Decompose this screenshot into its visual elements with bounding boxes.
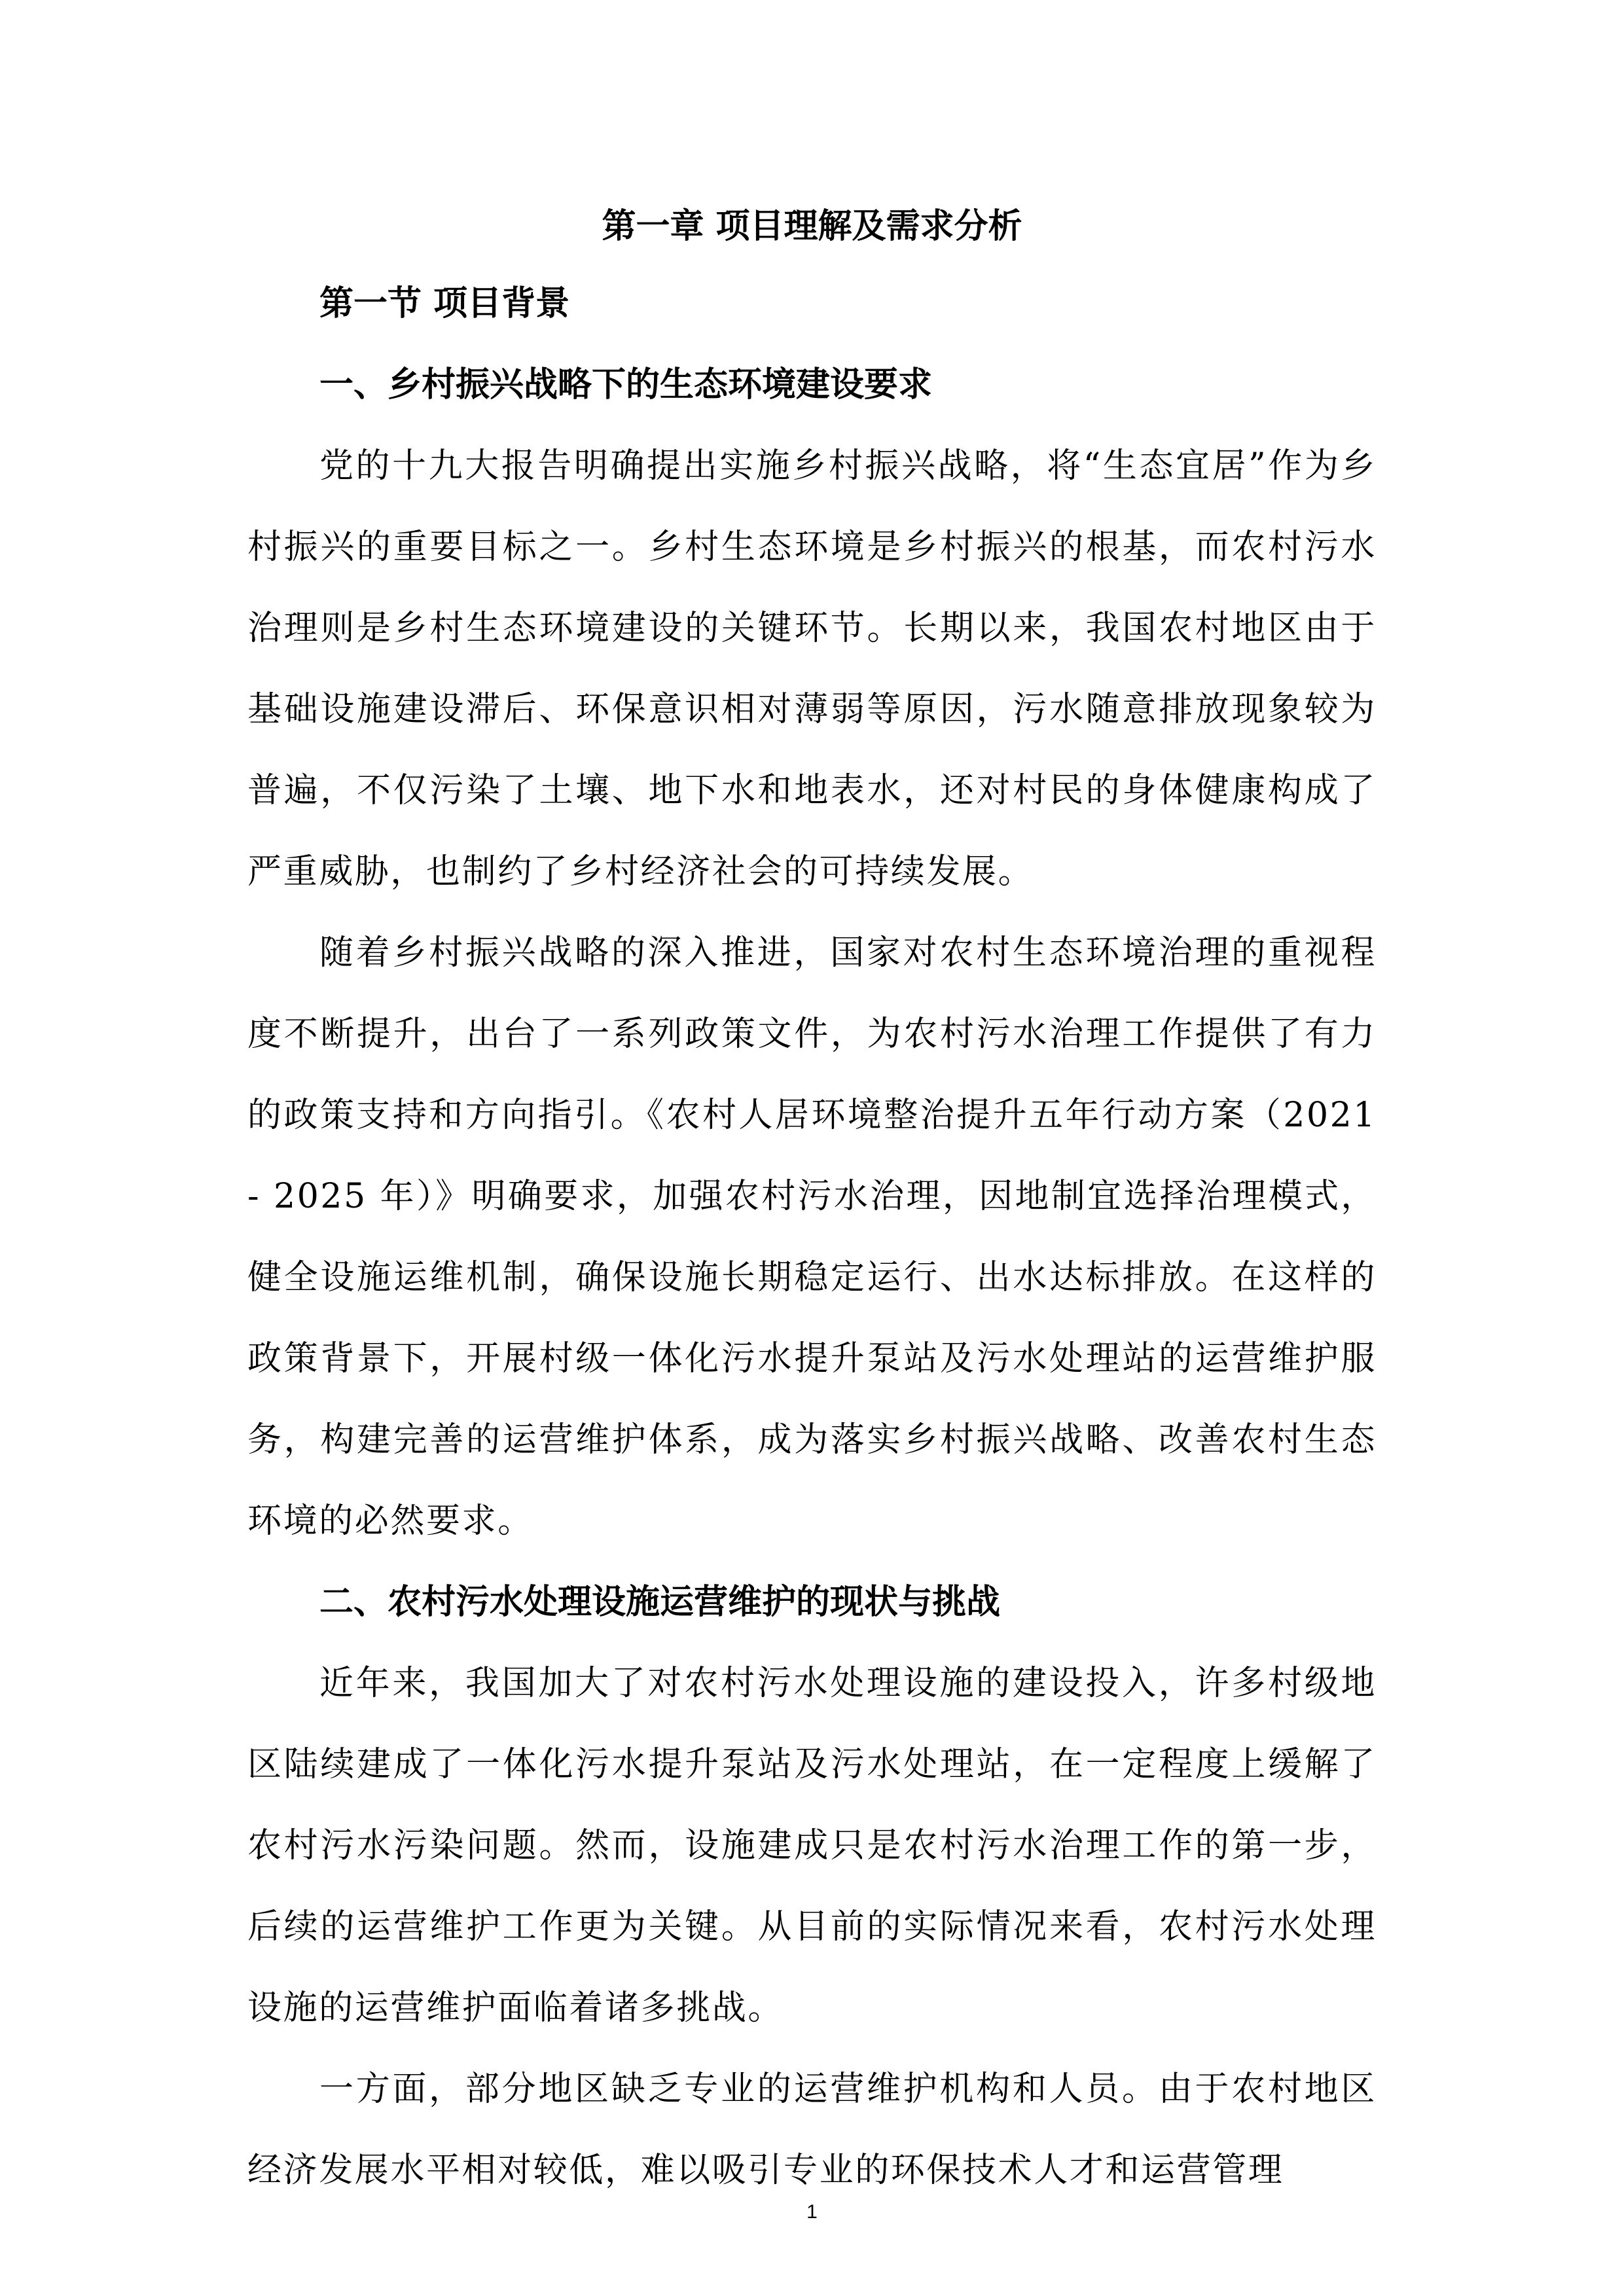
paragraph: 一方面，部分地区缺乏专业的运营维护机构和人员。由于农村地区经济发展水平相对较低，难以吸引专业的环保技术人才和运营管理 (247, 2070, 1377, 2190)
section-title: 第一节 项目背景 (319, 283, 570, 323)
page-content (247, 190, 1377, 2211)
subsection-heading-2: 二、农村污水处理设施运营维护的现状与挑战 (319, 1582, 1001, 1622)
subsection-heading-1: 一、乡村振兴战略下的生态环境建设要求 (319, 365, 933, 404)
paragraph: 近年来，我国加大了对农村污水处理设施的建设投入，许多村级地区陆续建成了一体化污水提升泵站及污水处理站，在一定程度上缓解了农村污水污染问题。然而，设施建成只是农村污水治理工作的第一步，后续的运营维护工作更为关键。从目前的实际情况来看，农村污水处理设施的运营维护面临着诸多挑战。 (247, 1664, 1377, 2028)
page-number: 1 (806, 2201, 818, 2223)
paragraph: 随着乡村振兴战略的深入推进，国家对农村生态环境治理的重视程度不断提升，出台了一系列政策文件，为农村污水治理工作提供了有力的政策支持和方向指引。《农村人居环境整治提升五年行动方案（2021 - 2025 年）》明确要求，加强农村污水治理，因地制宜选择治理模式，健全设施运维机制，确保设施长期稳定运行、出水达标排放。在这样的政策背景下，开展村级一体化污水提升泵站及污水处理站的运营维护服务，构建完善的运营维护体系，成为落实乡村振兴战略、改善农村生态环境的必然要求。 (247, 933, 1377, 1541)
paragraph: 党的十九大报告明确提出实施乡村振兴战略，将“生态宜居”作为乡村振兴的重要目标之一。乡村生态环境是乡村振兴的根基，而农村污水治理则是乡村生态环境建设的关键环节。长期以来，我国农村地区由于基础设施建设滞后、环保意识相对薄弱等原因，污水随意排放现象较为普遍，不仅污染了土壤、地下水和地表水，还对村民的身体健康构成了严重威胁，也制约了乡村经济社会的可持续发展。 (247, 446, 1377, 891)
chapter-title: 第一章 项目理解及需求分析 (602, 206, 1022, 246)
